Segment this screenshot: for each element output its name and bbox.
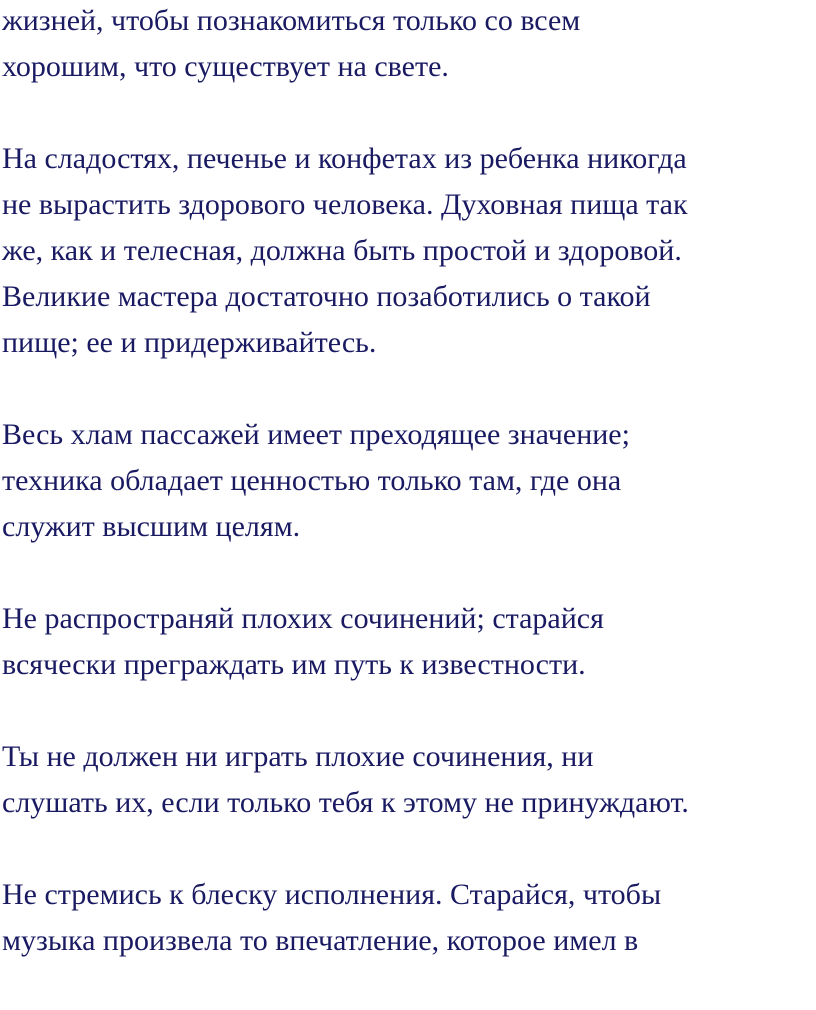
text-line: музыка произвела то впечатление, которое имел в [2,924,639,957]
paragraph-6 [2,872,814,964]
text-line: На сладостях, печенье и конфетах из ребенка никогда [2,142,687,175]
paragraph-4 [2,596,814,688]
text-line: Не стремись к блеску исполнения. Старайся, чтобы [2,878,662,911]
text-line: Не распространяй плохих сочинений; старайся [2,602,604,635]
text-line: не вырастить здорового человека. Духовная пища так [2,188,688,221]
text-line: слушать их, если только тебя к этому не принуждают. [2,786,689,819]
paragraph-2 [2,136,814,366]
text-line: хорошим, что существует на свете. [2,50,449,83]
text-line: всячески преграждать им путь к известности. [2,648,586,681]
text-line: техника обладает ценностью только там, где она [2,464,622,497]
paragraph-3 [2,412,814,550]
text-line: пище; ее и придерживайтесь. [2,326,377,359]
paragraph-1 [2,0,814,90]
document-page [2,0,814,1010]
paragraph-5 [2,734,814,826]
text-line: Великие мастера достаточно позаботились о такой [2,280,651,313]
text-line: жизней, чтобы познакомиться только со всем [2,4,581,37]
text-line: Ты не должен ни играть плохие сочинения, ни [2,740,594,773]
text-line: служит высшим целям. [2,510,301,543]
text-line: же, как и телесная, должна быть простой и здоровой. [2,234,682,267]
text-line: Весь хлам пассажей имеет преходящее значение; [2,418,630,451]
